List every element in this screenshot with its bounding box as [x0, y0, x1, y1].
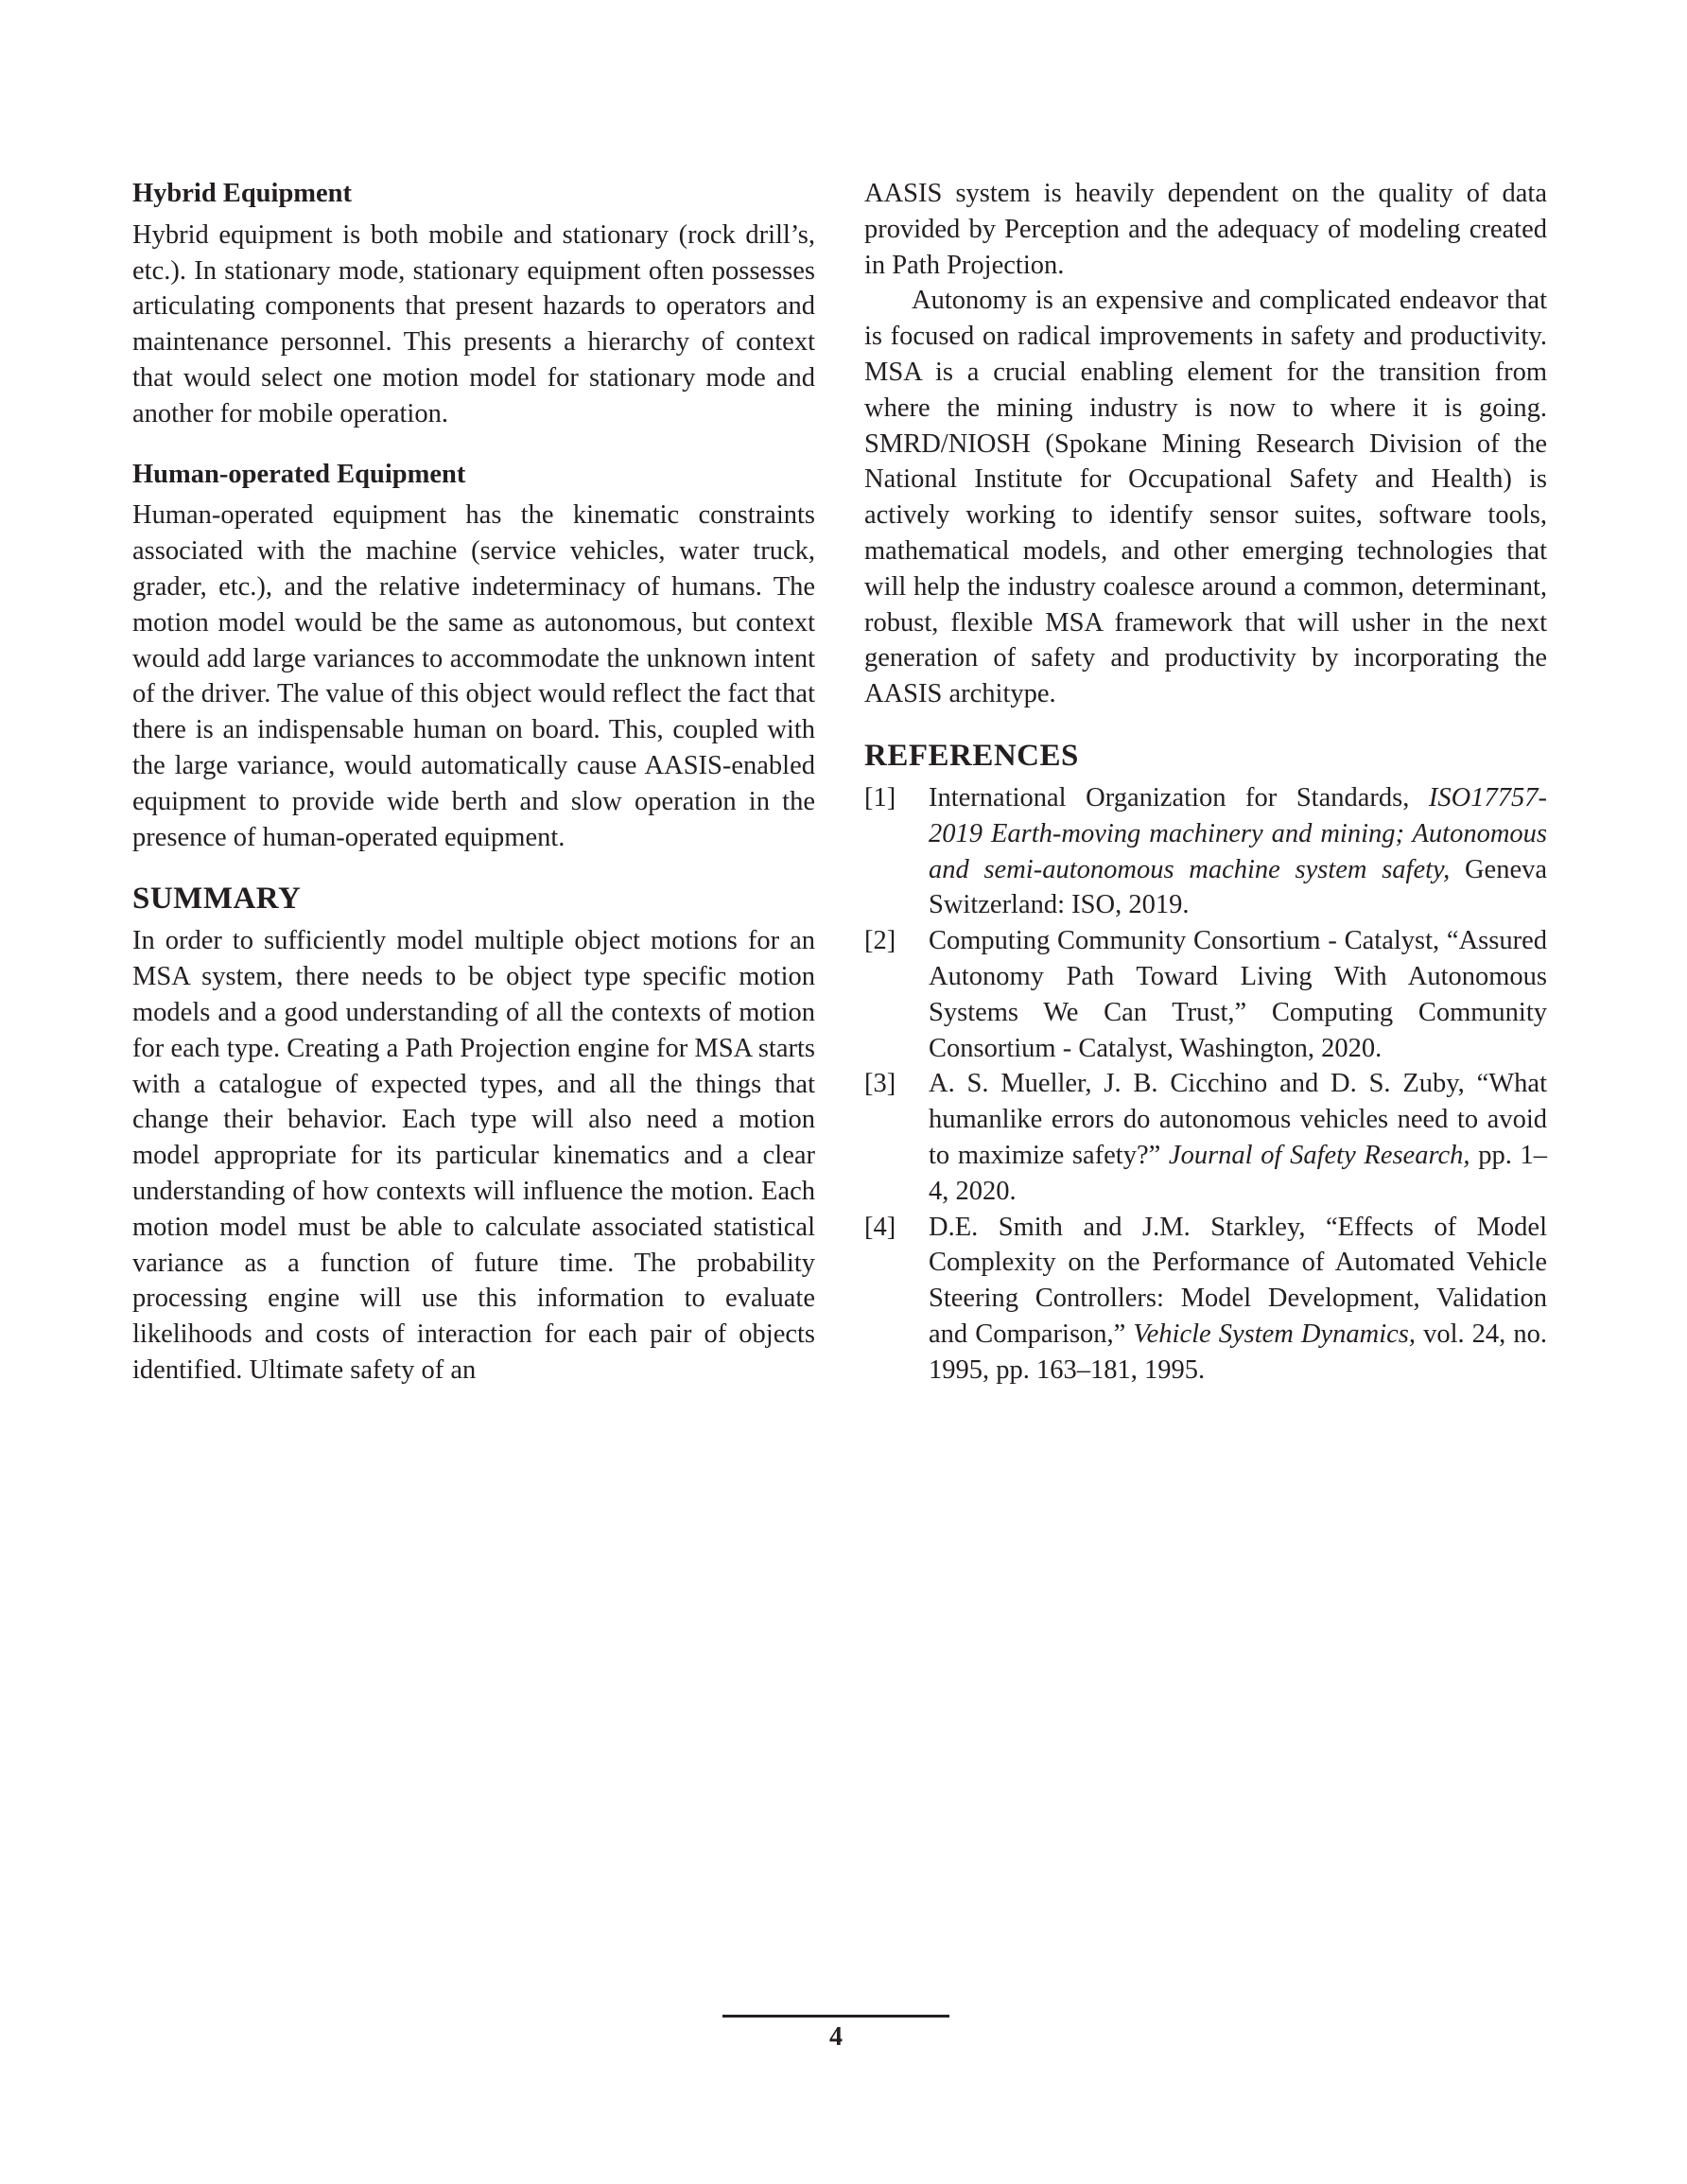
reference-text-tail: pp. 1–4, 2020. — [929, 1140, 1548, 1206]
reference-text — [929, 1210, 1547, 1389]
reference-text-plain: A. S. Mueller, J. B. Cicchino and D. S. Zuby, “What humanlike errors do autonomous vehicles need to avoid to maximize safety?” — [929, 1069, 1547, 1170]
summary-heading: SUMMARY — [132, 882, 302, 917]
reference-number: [1] — [864, 782, 896, 812]
reference-title-italic: Journal of Safety Research, — [1168, 1140, 1470, 1170]
reference-text-tail: vol. 24, no. 1995, pp. 163–181, 1995. — [929, 1319, 1547, 1385]
reference-item — [864, 780, 1547, 923]
right-column — [864, 176, 1547, 1389]
hybrid-equipment-paragraph: Hybrid equipment is both mobile and stationary (rock drill’s, etc.). In stationary mode, stationary equipment often possesses articulating components that present hazards to operators and maintenance personnel. This presents a hierarchy of context that would select one motion model for stationary mode and another for mobile operation. — [132, 219, 815, 428]
reference-text — [929, 780, 1547, 923]
reference-text — [929, 1066, 1547, 1209]
reference-title-italic: ISO17757-2019 Earth-moving machinery and mining; Autonomous and semi-autonomous machine system safety, — [929, 782, 1547, 884]
reference-text — [929, 923, 1547, 1066]
reference-text-tail: Geneva Switzerland: ISO, 2019. — [929, 854, 1547, 920]
reference-item — [864, 1066, 1547, 1209]
left-column — [132, 176, 815, 1389]
human-operated-equipment-paragraph: Human-operated equipment has the kinematic constraints associated with the machine (service vehicles, water truck, grader, etc.), and the relative indeterminacy of humans. The motion model would be the same as autonomous, but context would add large variances to accommodate the unknown intent of the driver. The value of this object would reflect the fact that there is an indispensable human on board. This, coupled with the large variance, would automatically cause AASIS-enabled equipment to provide wide berth and slow operation in the presence of human-operated equipment. — [132, 500, 816, 852]
hybrid-equipment-heading: Hybrid Equipment — [132, 179, 353, 208]
reference-item — [864, 1210, 1547, 1389]
reference-title-italic: Vehicle System Dynamics, — [1133, 1319, 1417, 1349]
page-number: 4 — [829, 2022, 843, 2052]
reference-number: [2] — [864, 926, 896, 956]
references-heading: REFERENCES — [864, 738, 1079, 773]
footer-rule — [722, 2015, 949, 2018]
reference-number: [3] — [864, 1069, 896, 1099]
references-list — [864, 780, 1547, 1389]
reference-number: [4] — [864, 1212, 896, 1242]
summary-second-paragraph: Autonomy is an expensive and complicated endeavor that is focused on radical improvements in safety and productivity. MSA is a crucial enabling element for the transition from where the mining industry is now to where it is going. SMRD/NIOSH (Spokane Mining Research Division of the National Institute for Occupational Safety and Health) is actively working to identify sensor suites, software tools, mathematical models, and other emerging technologies that will help the industry coalesce around a common, determinant, robust, flexible MSA framework that will usher in the next generation of safety and productivity by incorporating the AASIS architype. — [864, 286, 1547, 709]
reference-item — [864, 923, 1547, 1066]
summary-continued-paragraph: AASIS system is heavily dependent on the quality of data provided by Perception and the adequacy of modeling created in Path Projection. — [864, 179, 1547, 280]
reference-text-plain: D.E. Smith and J.M. Starkley, “Effects of Model Complexity on the Performance of Automated Vehicle Steering Controllers: Model Development, Validation and Comparison,” — [929, 1212, 1547, 1349]
reference-text-plain: International Organization for Standards, — [929, 782, 1429, 812]
summary-paragraph: In order to sufficiently model multiple object motions for an MSA system, there needs to be object type specific motion models and a good understanding of all the contexts of motion for each type. Creating a Path Projection engine for MSA starts with a catalogue of expected types, and all the things that change their behavior. Each type will also need a motion model appropriate for its particular kinematics and a clear understanding of how contexts will influence the motion. Each motion model must be able to calculate associated statistical variance as a function of future time. The probability processing engine will use this information to evaluate likelihoods and costs of interaction for each pair of objects identified. Ultimate safety of an — [132, 926, 815, 1385]
human-operated-equipment-heading: Human-operated Equipment — [132, 459, 466, 489]
reference-text-plain: Computing Community Consortium - Catalyst, “Assured Autonomy Path Toward Living With Autonomous Systems We Can Trust,” Computing Community Consortium - Catalyst, Washington, 2020. — [929, 926, 1547, 1063]
